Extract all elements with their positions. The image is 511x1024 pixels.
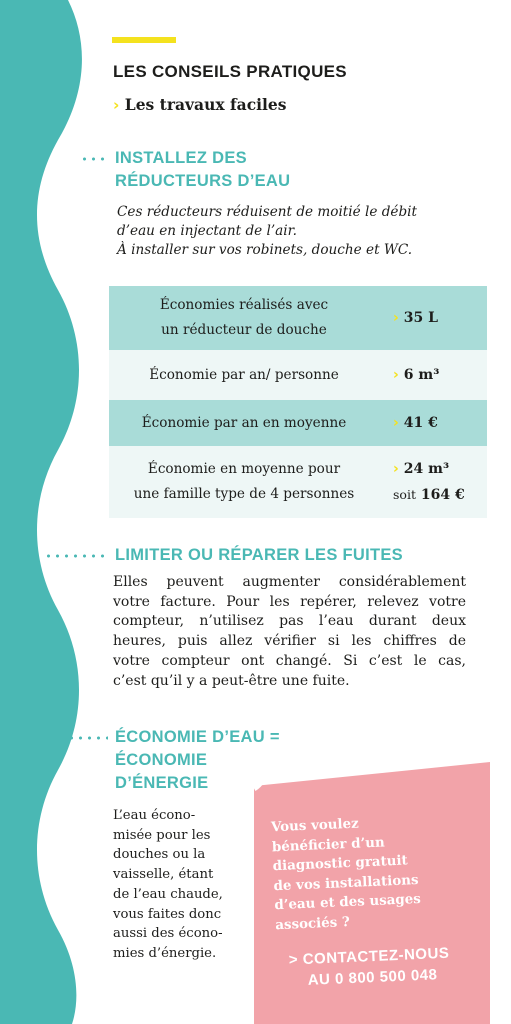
page-subtitle: [113, 95, 287, 114]
page-title: LES CONSEILS PRATIQUES: [113, 62, 347, 81]
contact-phone-link[interactable]: > CONTACTEZ-NOUS AU 0 800 500 048: [288, 944, 450, 989]
row-value: › 35 L: [393, 310, 438, 326]
row-label: Économies réalisés avec un réducteur de douche: [159, 297, 329, 338]
intro-text: Ces réducteurs réduisent de moitié le débit d’eau en injectant de l’air. À installer sur vos robinets, douche et WC.: [117, 204, 417, 258]
chevron-right-icon: ›: [393, 310, 399, 326]
row-label: Économie par an/ personne: [149, 366, 339, 383]
table-row: [109, 400, 487, 446]
section-heading-reducteurs: INSTALLEZ DES RÉDUCTEURS D’EAU: [115, 149, 291, 190]
wavy-border-decoration: [0, 0, 90, 1024]
dotted-leader: [44, 554, 108, 558]
row-label: Économie par an en moyenne: [141, 414, 347, 431]
energie-body-text: L’eau écono- misée pour les douches ou la vaisselle, étant de l’eau chaude, vous faites donc aussi des écono- mies d’énergie.: [113, 808, 223, 961]
row-value: › 24 m³ soit 164 €: [393, 460, 465, 503]
table-row: [109, 350, 487, 400]
water-drops-icon: [254, 766, 286, 796]
subtitle-text: Les travaux faciles: [124, 95, 287, 114]
contact-card[interactable]: [254, 762, 490, 1024]
table-row: [109, 446, 487, 518]
section-heading-energie: ÉCONOMIE D’EAU = ÉCONOMIE D’ÉNERGIE: [115, 728, 280, 792]
fuites-body-text: Elles peuvent augmenter considérablement votre facture. Pour les repérer, relevez votre compteur, n’utilisez pas l’eau durant deux heures, puis allez vérifier si les chiffres de votre compteur ont changé. Si c’est le cas, c’est qu’il y a peut-être une fuite.: [113, 574, 466, 689]
chevron-right-icon: ›: [393, 367, 399, 383]
row-value: › 6 m³: [393, 367, 440, 383]
chevron-right-icon: ›: [393, 460, 399, 477]
dotted-leader: [40, 736, 108, 740]
chevron-right-icon: ›: [393, 415, 399, 431]
table-row: [109, 286, 487, 350]
chevron-right-icon: ›: [113, 96, 120, 114]
row-value: › 41 €: [393, 415, 438, 431]
accent-bar: [112, 37, 176, 43]
contact-card-text: Vous voulez bénéficier d’un diagnostic gratuit de vos installations d’eau et des usages associés ?: [270, 815, 422, 933]
dotted-leader: [80, 157, 110, 161]
section-heading-fuites: LIMITER OU RÉPARER LES FUITES: [115, 546, 403, 564]
row-label: Économie en moyenne pour une famille type de 4 personnes: [133, 461, 355, 502]
savings-table: [109, 286, 487, 518]
